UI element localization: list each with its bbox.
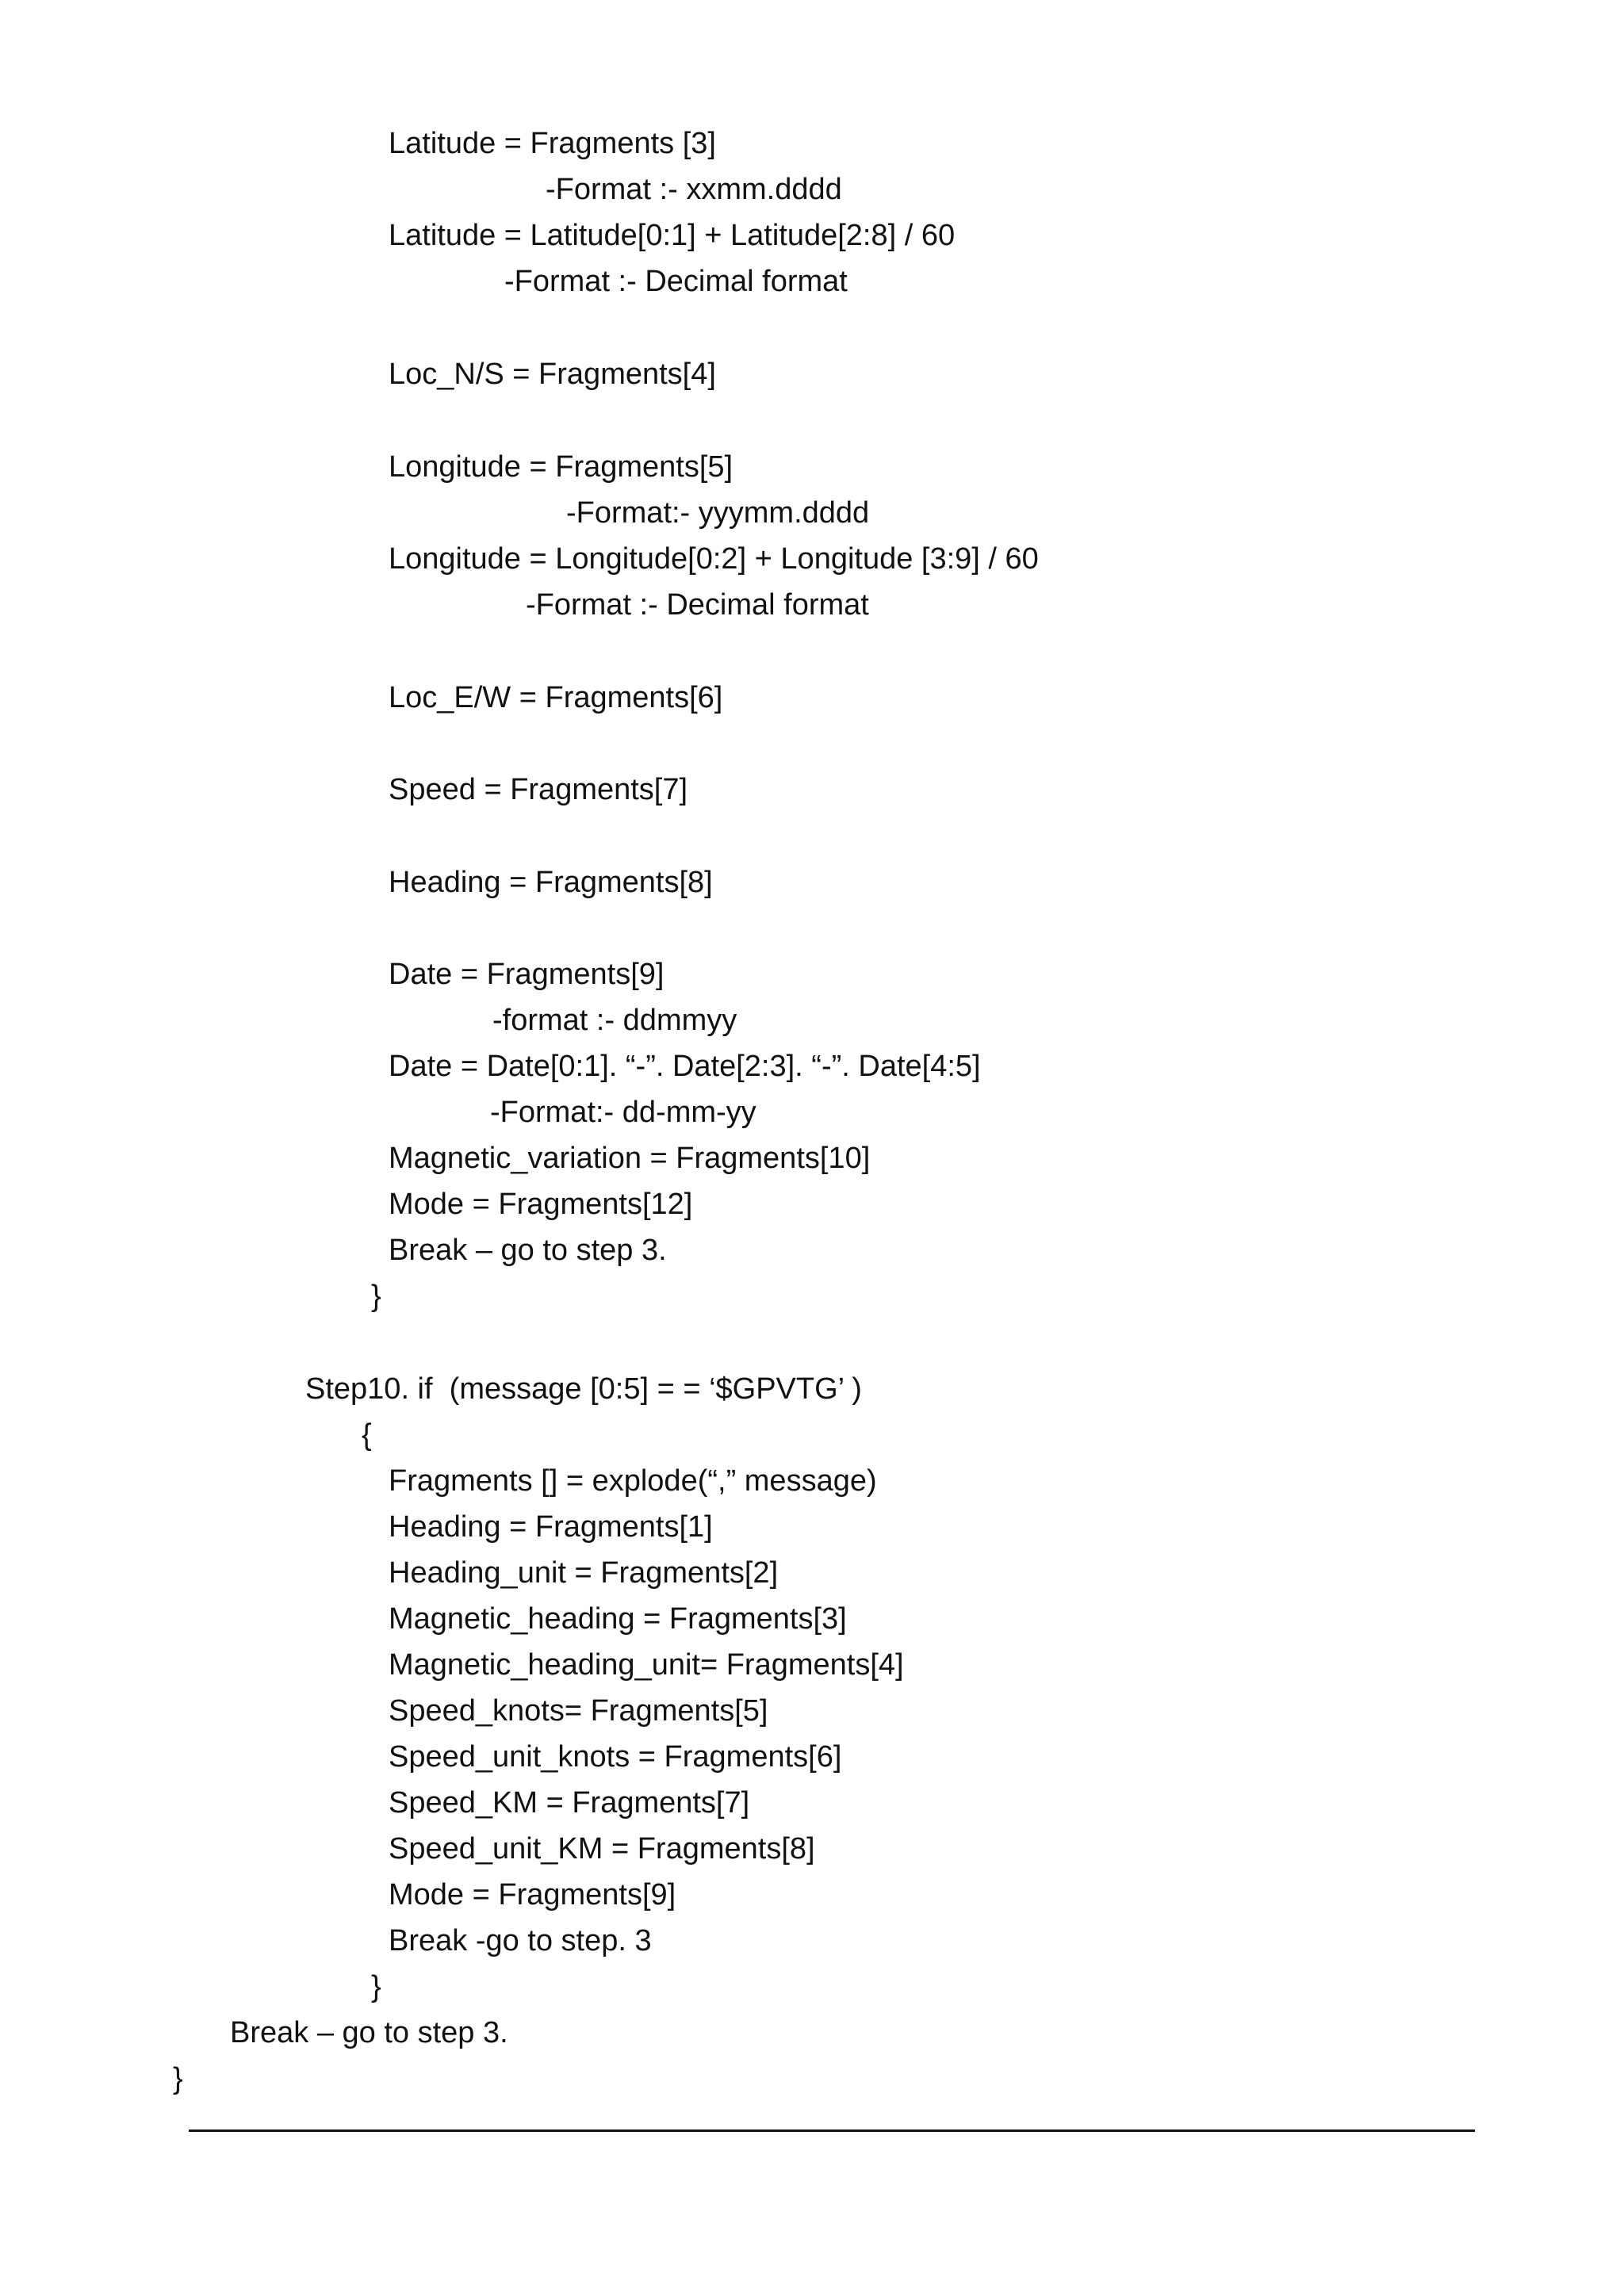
closing-brace: } — [173, 2062, 183, 2095]
closing-brace: } — [371, 1970, 381, 2003]
code-line: Latitude = Fragments [3] — [389, 127, 716, 160]
code-line: Longitude = Longitude[0:2] + Longitude [3:9] / 60 — [389, 542, 1039, 576]
code-line: -Format :- xxmm.dddd — [546, 173, 842, 206]
code-line: Longitude = Fragments[5] — [389, 450, 733, 484]
code-line: Heading_unit = Fragments[2] — [389, 1556, 779, 1590]
code-line: -format :- ddmmyy — [492, 1004, 737, 1037]
code-line: Loc_N/S = Fragments[4] — [389, 358, 716, 391]
code-line: Mode = Fragments[12] — [389, 1188, 693, 1221]
code-line: Heading = Fragments[8] — [389, 866, 713, 899]
code-line: Speed_unit_knots = Fragments[6] — [389, 1740, 842, 1774]
code-line: Magnetic_variation = Fragments[10] — [389, 1142, 871, 1175]
code-line: Latitude = Latitude[0:1] + Latitude[2:8] / 60 — [389, 219, 956, 252]
code-line: -Format:- yyymm.dddd — [566, 496, 870, 530]
code-line: -Format :- Decimal format — [526, 588, 869, 622]
code-line: Break – go to step 3. — [389, 1234, 667, 1267]
code-line: Speed_unit_KM = Fragments[8] — [389, 1832, 815, 1866]
code-line: Break – go to step 3. — [230, 2016, 508, 2049]
code-line: -Format :- Decimal format — [504, 265, 848, 298]
code-line: Magnetic_heading = Fragments[3] — [389, 1602, 847, 1636]
closing-brace: } — [371, 1280, 381, 1313]
code-line: Break -go to step. 3 — [389, 1924, 652, 1957]
code-line: Mode = Fragments[9] — [389, 1878, 676, 1911]
code-line: Speed = Fragments[7] — [389, 773, 688, 806]
code-line: Loc_E/W = Fragments[6] — [389, 681, 723, 714]
code-line: Date = Fragments[9] — [389, 958, 665, 991]
code-line: Speed_KM = Fragments[7] — [389, 1786, 750, 1820]
code-line: Speed_knots= Fragments[5] — [389, 1694, 768, 1728]
code-line: Fragments [] = explode(“,” message) — [389, 1464, 877, 1498]
code-line: Magnetic_heading_unit= Fragments[4] — [389, 1648, 904, 1682]
code-line: Heading = Fragments[1] — [389, 1510, 713, 1544]
code-line: Step10. if (message [0:5] = = ‘$GPVTG’ ) — [305, 1372, 862, 1406]
opening-brace: { — [362, 1418, 372, 1452]
code-line: Date = Date[0:1]. “-”. Date[2:3]. “-”. Date[4:5] — [389, 1050, 981, 1083]
code-line: -Format:- dd-mm-yy — [490, 1096, 756, 1129]
horizontal-rule — [189, 2130, 1475, 2132]
